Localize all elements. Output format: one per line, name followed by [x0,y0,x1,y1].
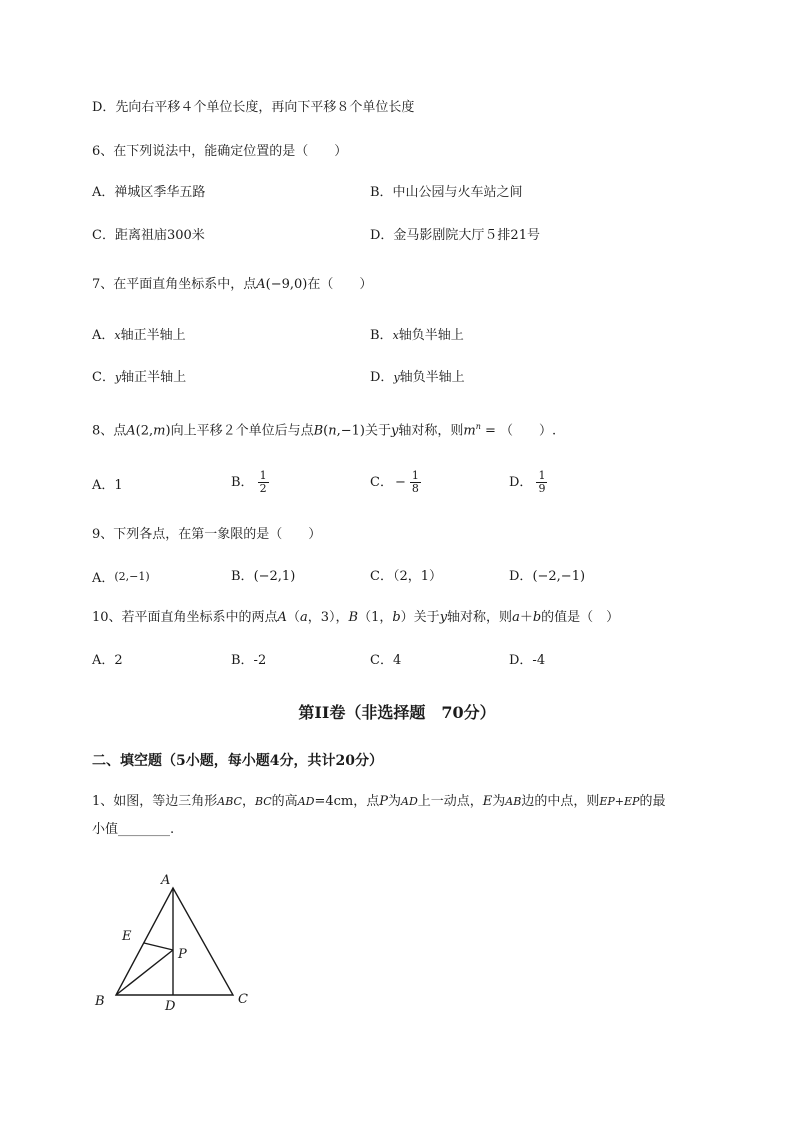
q8-c-fraction [410,470,421,495]
q7-c-var: y [114,371,122,384]
q8-mn-exp: n [475,422,481,431]
q8-n: n [328,423,337,439]
q7-b-post: 轴负半轴上 [398,328,464,343]
fill1-p2: ， [241,794,255,809]
q8-p4: 轴对称，则 [398,423,464,439]
segment-ep [144,943,173,950]
q8-c-num: 1 [411,469,419,482]
q8-b-num: 1 [259,469,267,482]
q10-point-b: B [348,610,359,625]
fill1-p: P [379,794,388,809]
fill1-ep2: EP [624,795,640,808]
q10-option-b: B．-2 [231,653,267,668]
q10-p6: 轴对称，则 [447,610,513,625]
q8-c-den: 8 [411,482,419,495]
q8-b-label: B． [231,475,254,490]
q8-option-a: A．1 [92,478,123,493]
q6-option-c: C．距离祖庙300米 [92,228,205,243]
q10-stem [92,608,619,628]
q9-d-val: (−2,−1) [532,569,586,584]
q8-y: y [390,423,399,439]
q7-option-d [370,368,465,388]
label-c: C [238,992,248,1007]
fill1-p6: 上一动点， [417,794,483,809]
q10-p2: （ [286,610,300,625]
q7-a-post: 轴正半轴上 [120,328,186,343]
q10-b2: b [532,610,542,625]
fill1-ad: AD [297,795,315,808]
fill1-p4: =4cm，点 [314,794,380,809]
q7-option-c [92,368,186,388]
q8-option-b [231,470,269,495]
fill1-p1: 1、如图，等边三角形 [92,794,218,809]
fill1-p9: 的最 [639,794,666,809]
q7-option-b [370,326,464,346]
q9-a-label: A． [92,571,115,586]
q7-stem-pre: 7、在平面直角坐标系中，点 [92,277,257,292]
q7-option-a [92,326,186,346]
label-d: D [165,999,176,1014]
q7-c-post: 轴正半轴上 [121,370,187,385]
q8-coord-a-pre: (2, [135,423,154,439]
q7-a-pre: A． [92,328,115,343]
q9-b-label: B． [231,569,254,584]
fill1-plus: + [614,795,624,808]
part-title: 二、填空题（5小题，每小题4分，共计20分） [92,753,383,769]
fill1-ad2: AD [401,795,418,808]
q10-p1: 10、若平面直角坐标系中的两点 [92,610,278,625]
fill1-e: E [482,794,493,809]
label-b: B [95,994,105,1009]
q7-d-pre: D． [370,370,394,385]
q10-p4: （1， [358,610,393,625]
q8-m: m [153,423,166,439]
q8-coord-b-post: ,−1) [336,423,365,439]
fill1-ab: AB [505,795,522,808]
triangle-figure [85,860,265,1020]
q10-point-a: A [277,610,287,625]
q8-c-label: C． [370,475,393,490]
fill1-p5: 为 [387,794,401,809]
q9-a-val: (2,−1) [114,570,150,583]
q6-option-d: D．金马影剧院大厅５排21号 [370,228,540,243]
q10-option-a: A．2 [92,653,123,668]
q9-d-label: D． [509,569,533,584]
q9-option-c: C．（2，1） [370,569,442,584]
q7-a-var: x [114,329,121,342]
q8-c-sign: − [394,475,406,490]
q8-option-d [509,470,547,495]
q10-plus: ＋ [519,610,533,625]
q10-p7: 的值是（ ） [541,610,620,625]
q8-coord-b-pre: ( [323,423,329,439]
q7-stem-post: 在（ ） [307,277,373,292]
q8-p2: 向上平移２个单位后与点 [170,423,314,439]
q6-option-a: A．禅城区季华五路 [92,185,206,200]
q10-option-c: C．4 [370,653,402,668]
q7-coord: (−9,0) [265,277,308,292]
q6-option-b: B．中山公园与火车站之间 [370,185,523,200]
fill1-stem-line2: 小值________. [92,822,175,837]
fill1-ep1: EP [599,795,615,808]
q7-c-pre: C． [92,370,115,385]
q8-b-den: 2 [259,482,267,495]
q8-point-b: B [313,423,324,439]
q6-stem: 6、在下列说法中，能确定位置的是（ ） [92,144,348,159]
q10-b1: b [392,610,401,625]
q8-p1: 8、点 [92,423,127,439]
q9-option-b [231,567,295,587]
section-title: 第II卷（非选择题 70分） [298,703,496,722]
fill1-bc: BC [254,795,272,808]
q8-d-num: 1 [538,469,546,482]
q10-a2: a [512,610,520,625]
q7-b-var: x [392,329,399,342]
q9-option-d [509,567,585,587]
segment-bp [116,950,173,995]
q5-option-d: D．先向右平移４个单位长度，再向下平移８个单位长度 [92,100,415,115]
fill1-stem-line1 [92,792,665,812]
q7-b-pre: B． [370,328,393,343]
q9-b-val: (−2,1) [253,569,296,584]
label-e: E [122,929,132,944]
q10-a1: a [299,610,308,625]
q9-stem: 9、下列各点，在第一象限的是（ ） [92,527,322,542]
fill1-p8: 边的中点，则 [521,794,600,809]
q10-option-d: D．-4 [509,653,546,668]
label-p: P [178,947,187,962]
triangle-abc [116,888,233,995]
fill1-p3: 的高 [271,794,298,809]
q8-coord-a-post: ) [165,423,171,439]
q8-option-c [370,470,421,495]
fill1-abc: ABC [217,795,242,808]
fill1-p7: 为 [492,794,506,809]
q7-stem [92,275,372,295]
q8-stem [92,417,556,441]
q7-d-post: 轴负半轴上 [399,370,465,385]
q8-d-den: 9 [538,482,546,495]
q8-b-fraction [258,470,269,495]
q8-p5: = （ ）. [480,423,557,439]
q8-mn-base: m [463,423,476,439]
q7-point-a: A [256,277,266,292]
q9-option-a [92,567,150,589]
q8-d-label: D． [509,475,533,490]
q8-p3: 关于 [364,423,391,439]
q7-d-var: y [393,371,400,384]
label-a: A [161,873,171,888]
q8-point-a: A [126,423,136,439]
q10-y: y [439,610,448,625]
q8-d-fraction [536,470,547,495]
q10-p3: ，3）， [307,610,349,625]
q10-p5: ）关于 [400,610,440,625]
